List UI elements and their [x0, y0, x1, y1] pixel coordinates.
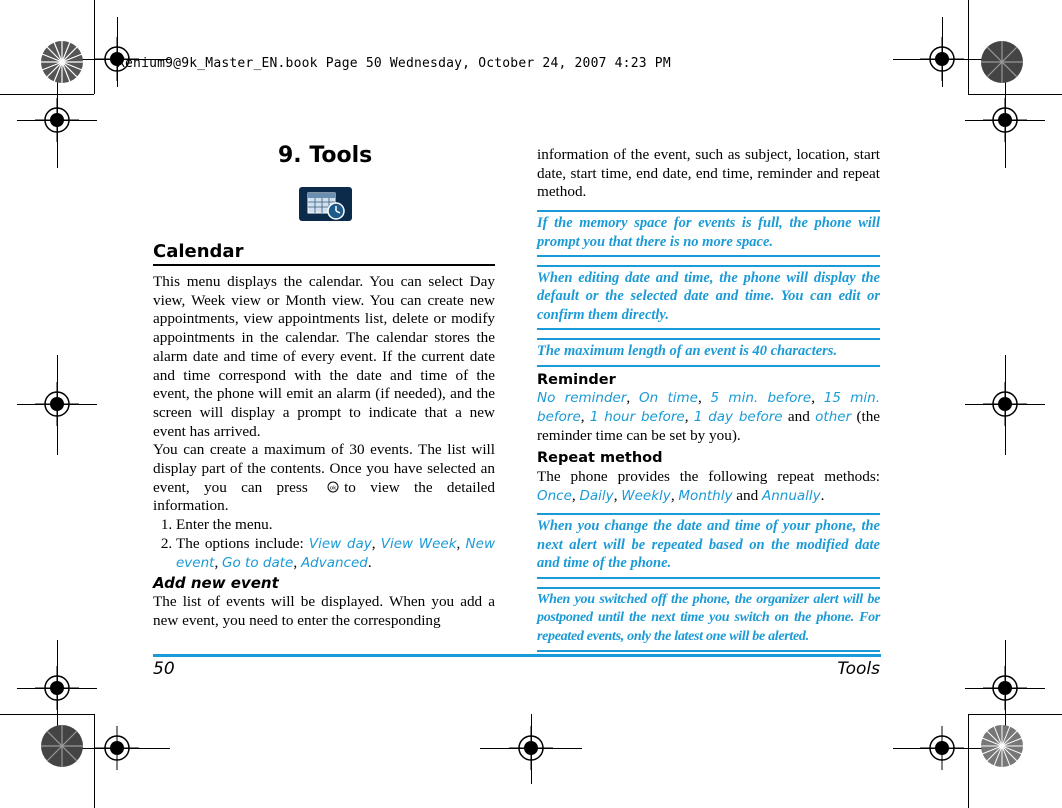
reminder-tail: (the reminder time can be set by you). [537, 407, 881, 444]
crop-line [0, 714, 94, 715]
separator: , [456, 534, 461, 552]
option-new-event: New event [176, 535, 495, 571]
reminder-heading: Reminder [537, 371, 616, 388]
page-number: 50 [153, 659, 175, 679]
repeat-monthly: Monthly [678, 487, 733, 504]
reminder-and: and [787, 407, 810, 425]
crop-line [965, 688, 1045, 689]
separator: , [293, 553, 298, 571]
repeat-and: and [736, 486, 759, 504]
crop-line [965, 404, 1045, 405]
calendar-intro-paragraph: This menu displays the calendar. You can select Day view, Week view or Month view. You can create new appointments, view appointments list, delete or modify appointments in the calendar. The calendar stores the alarm date and time of every event. If the current date and time correspond with the date and time of the event, the phone will emit an alarm (if needed), and the screen will display a prompt to indicate that a new event has arrived. [153, 273, 495, 440]
right-column [537, 146, 880, 652]
reminder-paragraph: No reminder, On time, 5 min. before, 15 min. before, 1 hour before, 1 day before and other (the reminder time can be set by you). [537, 389, 881, 444]
reminder-15min: 15 min. before [537, 390, 881, 425]
repeat-heading: Repeat method [537, 450, 663, 467]
crop-line [531, 714, 532, 784]
note-switched-off: When you switched off the phone, the organizer alert will be postponed until the next time you switch on the phone. For repeated events, only the latest one will be alerted. [537, 587, 880, 652]
calendar-icon [299, 187, 352, 221]
crop-line [1005, 78, 1006, 168]
list-item: 1. Enter the menu. [176, 516, 495, 535]
separator: . [367, 553, 372, 571]
left-column [153, 273, 495, 630]
events-text-b: to view the detailed information. [153, 478, 495, 515]
crop-line [17, 688, 97, 689]
repeat-weekly: Weekly [621, 487, 671, 504]
crop-line [17, 404, 97, 405]
reminder-5min: 5 min. before [710, 390, 812, 407]
reminder-on-time: On time [638, 390, 698, 407]
reminder-1day: 1 day before [693, 408, 783, 425]
events-text-a: You can create a maximum of 30 events. The list will display part of the contents. Once you have selected an event, you can press [153, 441, 495, 496]
repeat-once: Once [537, 487, 572, 504]
add-event-paragraph: The list of events will be displayed. When you add a new event, you need to enter the corresponding [153, 592, 495, 629]
crop-line [965, 120, 1045, 121]
reminder-no: No reminder [537, 390, 627, 407]
color-target-icon [40, 724, 84, 768]
svg-text:ok: ok [329, 485, 337, 492]
option-view-day: View day [308, 535, 372, 552]
crop-line [893, 748, 983, 749]
crop-line [17, 120, 97, 121]
option-view-week: View Week [380, 535, 457, 552]
crop-line [968, 714, 969, 808]
crop-line [968, 714, 1062, 715]
repeat-paragraph: The phone provides the following repeat methods: Once, Daily, Weekly, Monthly and Annually. [537, 468, 880, 504]
repeat-lead: The phone provides the following repeat methods: [537, 468, 880, 486]
crop-line [942, 17, 943, 87]
crop-line [117, 17, 118, 87]
repeat-daily: Daily [579, 487, 614, 504]
crop-line [57, 355, 58, 455]
crop-line [80, 748, 170, 749]
footer-section-title: Tools [837, 659, 880, 679]
repeat-annually: Annually [762, 487, 821, 504]
option-advanced: Advanced [300, 554, 368, 571]
note-max-length: The maximum length of an event is 40 characters. [537, 338, 880, 366]
note-change-date: When you change the date and time of your phone, the next alert will be repeated based on the modified date and time of the phone. [537, 513, 880, 578]
options-lead: The options include: [176, 534, 304, 552]
note-editing-date: When editing date and time, the phone will display the default or the selected date and time. You can edit or confirm them directly. [537, 265, 880, 330]
separator: , [371, 534, 376, 552]
color-target-icon [980, 40, 1024, 84]
chapter-title: 9. Tools [278, 143, 373, 168]
steps-list [153, 516, 495, 572]
crop-line [1005, 355, 1006, 455]
add-new-event-heading: Add new event [153, 574, 279, 593]
ok-key-icon [327, 481, 339, 493]
color-target-icon [40, 40, 84, 84]
reminder-other: other [815, 408, 852, 425]
separator: , [214, 553, 219, 571]
footer-rule [153, 654, 881, 657]
crop-line [0, 94, 94, 95]
reminder-1hour: 1 hour before [589, 408, 685, 425]
crop-line [968, 0, 969, 94]
option-go-to-date: Go to date [222, 554, 294, 571]
crop-line [893, 59, 983, 60]
color-target-icon [980, 724, 1024, 768]
continued-paragraph: information of the event, such as subject, location, start date, start time, end date, end time, reminder and repeat method. [537, 146, 880, 201]
crop-line [57, 78, 58, 168]
running-header: Xenium9@9k_Master_EN.book Page 50 Wednesday, October 24, 2007 4:23 PM [117, 56, 671, 71]
note-memory-full: If the memory space for events is full, the phone will prompt you that there is no more space. [537, 210, 880, 257]
section-heading: Calendar [153, 241, 495, 266]
list-item [176, 535, 495, 572]
crop-line [968, 94, 1062, 95]
events-paragraph [153, 441, 495, 516]
